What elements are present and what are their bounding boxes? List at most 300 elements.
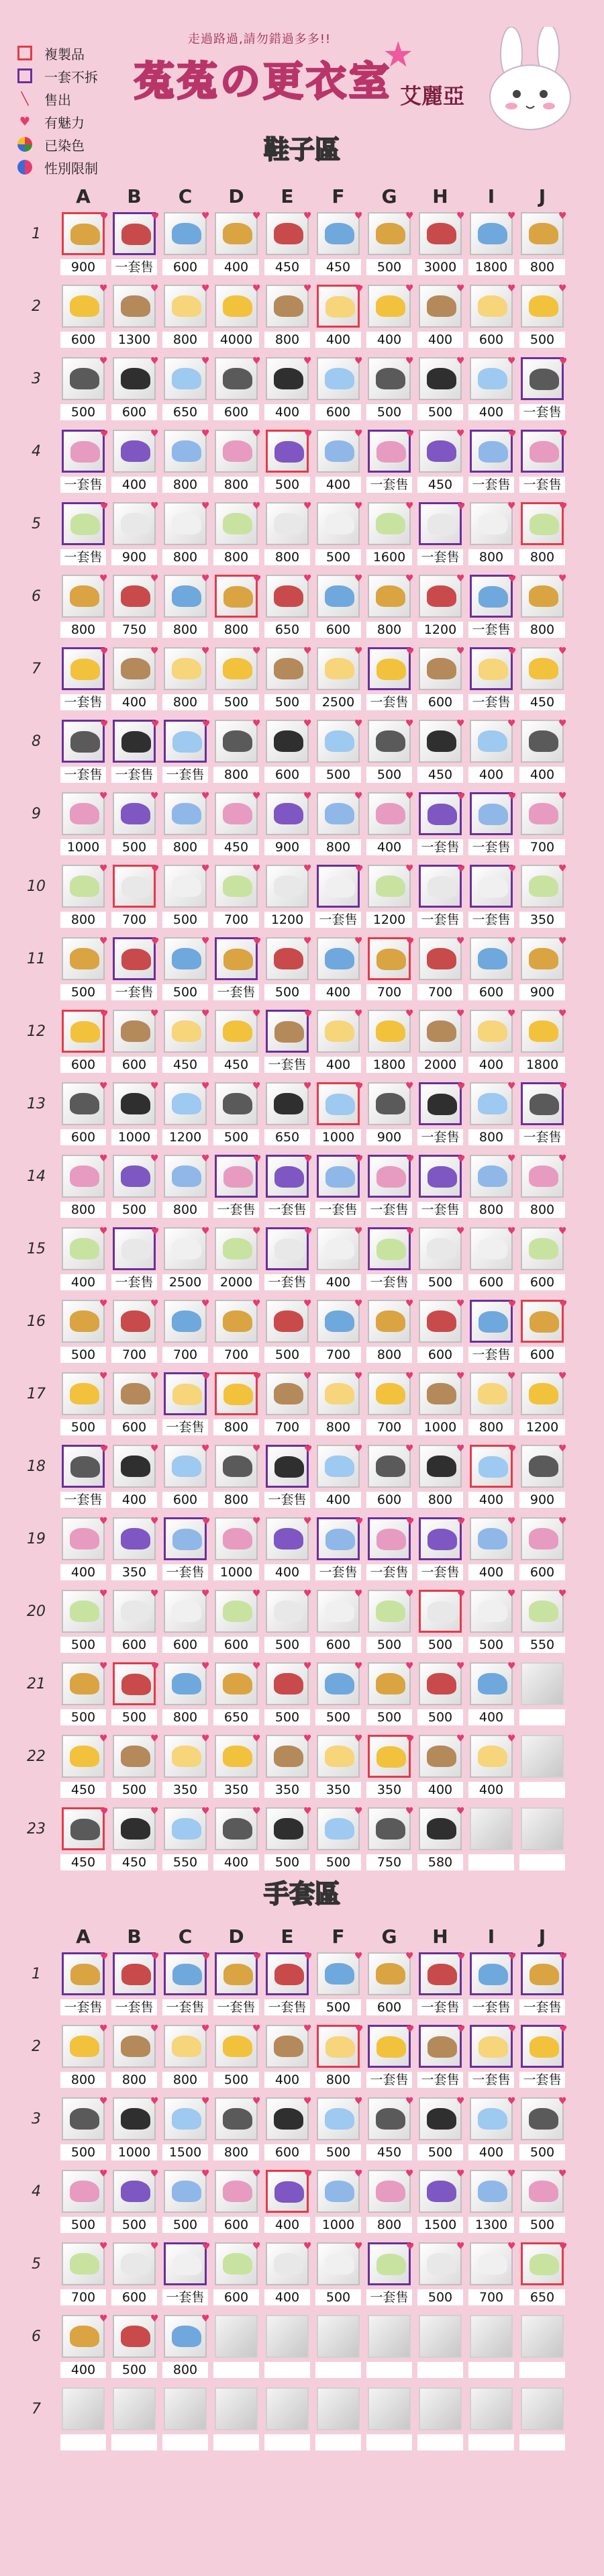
shoes-item-cell[interactable] [111, 1227, 158, 1293]
gloves-item-cell[interactable] [162, 2097, 209, 2163]
shoes-item-cell[interactable] [315, 1735, 362, 1801]
shoes-item-cell[interactable] [264, 1227, 311, 1293]
shoes-item-cell[interactable] [519, 1735, 566, 1801]
shoes-item-cell[interactable] [111, 1010, 158, 1076]
shoes-item-cell[interactable] [264, 1445, 311, 1511]
gloves-item-cell[interactable] [417, 2025, 464, 2091]
gloves-item-cell[interactable] [60, 2242, 107, 2308]
shoes-item-cell[interactable] [213, 357, 260, 423]
shoes-item-cell[interactable] [366, 1010, 413, 1076]
shoes-item-cell[interactable] [162, 1010, 209, 1076]
shoes-item-cell[interactable] [213, 285, 260, 350]
shoes-item-cell[interactable] [162, 430, 209, 495]
shoes-item-cell[interactable] [111, 720, 158, 785]
shoes-item-cell[interactable] [264, 1300, 311, 1366]
gloves-item-cell[interactable] [468, 2242, 515, 2308]
gloves-item-cell[interactable] [315, 2315, 362, 2381]
shoes-item-cell[interactable] [519, 720, 566, 785]
shoes-item-cell[interactable] [366, 1662, 413, 1728]
gloves-item-cell[interactable] [60, 2097, 107, 2163]
shoes-item-cell[interactable] [315, 1227, 362, 1293]
shoes-item-cell[interactable] [213, 430, 260, 495]
gloves-item-cell[interactable] [417, 2097, 464, 2163]
shoes-item-cell[interactable] [417, 430, 464, 495]
shoes-item-cell[interactable] [162, 1300, 209, 1366]
shoes-item-cell[interactable] [162, 1082, 209, 1148]
shoes-item-cell[interactable] [315, 792, 362, 858]
shoes-item-cell[interactable] [264, 1735, 311, 1801]
shoes-item-cell[interactable] [213, 720, 260, 785]
gloves-item-cell[interactable] [111, 1952, 158, 2018]
shoes-item-cell[interactable] [417, 1155, 464, 1221]
shoes-item-cell[interactable] [213, 502, 260, 568]
shoes-item-cell[interactable] [60, 647, 107, 713]
gloves-item-cell[interactable] [417, 2315, 464, 2381]
shoes-item-cell[interactable] [519, 1155, 566, 1221]
shoes-item-cell[interactable] [519, 865, 566, 931]
shoes-item-cell[interactable] [111, 1517, 158, 1583]
shoes-item-cell[interactable] [366, 1735, 413, 1801]
shoes-item-cell[interactable] [519, 1372, 566, 1438]
gloves-item-cell[interactable] [60, 2387, 107, 2453]
gloves-item-cell[interactable] [162, 1952, 209, 2018]
shoes-item-cell[interactable] [60, 575, 107, 640]
shoes-item-cell[interactable] [519, 937, 566, 1003]
shoes-item-cell[interactable] [366, 792, 413, 858]
shoes-item-cell[interactable] [315, 1082, 362, 1148]
shoes-item-cell[interactable] [162, 647, 209, 713]
shoes-item-cell[interactable] [366, 212, 413, 278]
shoes-item-cell[interactable] [417, 212, 464, 278]
shoes-item-cell[interactable] [519, 1227, 566, 1293]
gloves-item-cell[interactable] [264, 2025, 311, 2091]
shoes-item-cell[interactable] [111, 937, 158, 1003]
shoes-item-cell[interactable] [213, 1662, 260, 1728]
gloves-item-cell[interactable] [111, 2025, 158, 2091]
gloves-item-cell[interactable] [468, 2097, 515, 2163]
shoes-item-cell[interactable] [60, 792, 107, 858]
shoes-item-cell[interactable] [366, 1445, 413, 1511]
gloves-item-cell[interactable] [213, 2387, 260, 2453]
gloves-item-cell[interactable] [60, 2170, 107, 2236]
shoes-item-cell[interactable] [315, 1517, 362, 1583]
shoes-item-cell[interactable] [417, 1735, 464, 1801]
shoes-item-cell[interactable] [468, 1010, 515, 1076]
shoes-item-cell[interactable] [264, 1662, 311, 1728]
shoes-item-cell[interactable] [111, 357, 158, 423]
shoes-item-cell[interactable] [468, 865, 515, 931]
shoes-item-cell[interactable] [60, 937, 107, 1003]
shoes-item-cell[interactable] [519, 502, 566, 568]
gloves-item-cell[interactable] [417, 2170, 464, 2236]
shoes-item-cell[interactable] [111, 212, 158, 278]
shoes-item-cell[interactable] [60, 430, 107, 495]
shoes-item-cell[interactable] [468, 430, 515, 495]
gloves-item-cell[interactable] [60, 1952, 107, 2018]
shoes-item-cell[interactable] [519, 1010, 566, 1076]
shoes-item-cell[interactable] [417, 1082, 464, 1148]
shoes-item-cell[interactable] [417, 1445, 464, 1511]
shoes-item-cell[interactable] [366, 1372, 413, 1438]
shoes-item-cell[interactable] [468, 1300, 515, 1366]
shoes-item-cell[interactable] [60, 1372, 107, 1438]
shoes-item-cell[interactable] [468, 285, 515, 350]
shoes-item-cell[interactable] [315, 937, 362, 1003]
gloves-item-cell[interactable] [417, 1952, 464, 2018]
shoes-item-cell[interactable] [417, 1010, 464, 1076]
shoes-item-cell[interactable] [468, 1662, 515, 1728]
shoes-item-cell[interactable] [315, 575, 362, 640]
shoes-item-cell[interactable] [519, 647, 566, 713]
shoes-item-cell[interactable] [519, 575, 566, 640]
shoes-item-cell[interactable] [366, 502, 413, 568]
shoes-item-cell[interactable] [366, 575, 413, 640]
shoes-item-cell[interactable] [60, 1807, 107, 1873]
shoes-item-cell[interactable] [315, 720, 362, 785]
shoes-item-cell[interactable] [162, 1517, 209, 1583]
gloves-item-cell[interactable] [417, 2387, 464, 2453]
gloves-item-cell[interactable] [264, 2242, 311, 2308]
shoes-item-cell[interactable] [417, 937, 464, 1003]
gloves-item-cell[interactable] [519, 1952, 566, 2018]
shoes-item-cell[interactable] [519, 212, 566, 278]
shoes-item-cell[interactable] [213, 865, 260, 931]
shoes-item-cell[interactable] [60, 1517, 107, 1583]
gloves-item-cell[interactable] [468, 1952, 515, 2018]
gloves-item-cell[interactable] [519, 2025, 566, 2091]
shoes-item-cell[interactable] [213, 575, 260, 640]
shoes-item-cell[interactable] [60, 720, 107, 785]
shoes-item-cell[interactable] [315, 647, 362, 713]
shoes-item-cell[interactable] [162, 285, 209, 350]
gloves-item-cell[interactable] [264, 2387, 311, 2453]
shoes-item-cell[interactable] [213, 1372, 260, 1438]
shoes-item-cell[interactable] [213, 1807, 260, 1873]
gloves-item-cell[interactable] [468, 2387, 515, 2453]
shoes-item-cell[interactable] [366, 1300, 413, 1366]
gloves-item-cell[interactable] [315, 2242, 362, 2308]
gloves-item-cell[interactable] [264, 2097, 311, 2163]
shoes-item-cell[interactable] [366, 1082, 413, 1148]
gloves-item-cell[interactable] [315, 1952, 362, 2018]
shoes-item-cell[interactable] [417, 720, 464, 785]
shoes-item-cell[interactable] [366, 357, 413, 423]
shoes-item-cell[interactable] [111, 1735, 158, 1801]
shoes-item-cell[interactable] [111, 575, 158, 640]
shoes-item-cell[interactable] [60, 502, 107, 568]
shoes-item-cell[interactable] [213, 937, 260, 1003]
shoes-item-cell[interactable] [417, 1590, 464, 1656]
shoes-item-cell[interactable] [519, 792, 566, 858]
shoes-item-cell[interactable] [264, 865, 311, 931]
shoes-item-cell[interactable] [366, 1155, 413, 1221]
shoes-item-cell[interactable] [60, 1735, 107, 1801]
shoes-item-cell[interactable] [162, 1445, 209, 1511]
shoes-item-cell[interactable] [366, 865, 413, 931]
shoes-item-cell[interactable] [162, 575, 209, 640]
shoes-item-cell[interactable] [264, 647, 311, 713]
gloves-item-cell[interactable] [111, 2097, 158, 2163]
shoes-item-cell[interactable] [111, 1082, 158, 1148]
shoes-item-cell[interactable] [417, 285, 464, 350]
gloves-item-cell[interactable] [315, 2387, 362, 2453]
gloves-item-cell[interactable] [60, 2315, 107, 2381]
gloves-item-cell[interactable] [111, 2242, 158, 2308]
shoes-item-cell[interactable] [417, 1807, 464, 1873]
shoes-item-cell[interactable] [60, 357, 107, 423]
gloves-item-cell[interactable] [366, 2387, 413, 2453]
shoes-item-cell[interactable] [315, 1662, 362, 1728]
shoes-item-cell[interactable] [315, 1445, 362, 1511]
gloves-item-cell[interactable] [519, 2170, 566, 2236]
shoes-item-cell[interactable] [264, 1010, 311, 1076]
shoes-item-cell[interactable] [162, 1155, 209, 1221]
shoes-item-cell[interactable] [468, 212, 515, 278]
shoes-item-cell[interactable] [213, 1300, 260, 1366]
gloves-item-cell[interactable] [366, 2170, 413, 2236]
shoes-item-cell[interactable] [468, 1082, 515, 1148]
shoes-item-cell[interactable] [162, 1590, 209, 1656]
shoes-item-cell[interactable] [60, 1155, 107, 1221]
shoes-item-cell[interactable] [264, 937, 311, 1003]
shoes-item-cell[interactable] [60, 1010, 107, 1076]
shoes-item-cell[interactable] [417, 1517, 464, 1583]
shoes-item-cell[interactable] [213, 1155, 260, 1221]
shoes-item-cell[interactable] [468, 1590, 515, 1656]
gloves-item-cell[interactable] [519, 2097, 566, 2163]
shoes-item-cell[interactable] [213, 1082, 260, 1148]
shoes-item-cell[interactable] [519, 1662, 566, 1728]
gloves-item-cell[interactable] [315, 2025, 362, 2091]
shoes-item-cell[interactable] [417, 647, 464, 713]
shoes-item-cell[interactable] [519, 430, 566, 495]
gloves-item-cell[interactable] [366, 2242, 413, 2308]
shoes-item-cell[interactable] [60, 1300, 107, 1366]
gloves-item-cell[interactable] [264, 1952, 311, 2018]
gloves-item-cell[interactable] [315, 2097, 362, 2163]
shoes-item-cell[interactable] [111, 1155, 158, 1221]
shoes-item-cell[interactable] [213, 1735, 260, 1801]
shoes-item-cell[interactable] [162, 502, 209, 568]
shoes-item-cell[interactable] [213, 1590, 260, 1656]
shoes-item-cell[interactable] [315, 1807, 362, 1873]
shoes-item-cell[interactable] [264, 1807, 311, 1873]
shoes-item-cell[interactable] [264, 502, 311, 568]
shoes-item-cell[interactable] [519, 1445, 566, 1511]
shoes-item-cell[interactable] [519, 1807, 566, 1873]
gloves-item-cell[interactable] [417, 2242, 464, 2308]
shoes-item-cell[interactable] [366, 720, 413, 785]
shoes-item-cell[interactable] [417, 1227, 464, 1293]
shoes-item-cell[interactable] [111, 647, 158, 713]
shoes-item-cell[interactable] [468, 1807, 515, 1873]
shoes-item-cell[interactable] [60, 212, 107, 278]
shoes-item-cell[interactable] [111, 1372, 158, 1438]
gloves-item-cell[interactable] [468, 2025, 515, 2091]
shoes-item-cell[interactable] [468, 502, 515, 568]
shoes-item-cell[interactable] [366, 1517, 413, 1583]
shoes-item-cell[interactable] [264, 357, 311, 423]
shoes-item-cell[interactable] [264, 1082, 311, 1148]
gloves-item-cell[interactable] [366, 1952, 413, 2018]
shoes-item-cell[interactable] [213, 1517, 260, 1583]
shoes-item-cell[interactable] [264, 792, 311, 858]
shoes-item-cell[interactable] [468, 1155, 515, 1221]
shoes-item-cell[interactable] [468, 1735, 515, 1801]
shoes-item-cell[interactable] [315, 212, 362, 278]
shoes-item-cell[interactable] [315, 1590, 362, 1656]
shoes-item-cell[interactable] [60, 1082, 107, 1148]
shoes-item-cell[interactable] [111, 502, 158, 568]
gloves-item-cell[interactable] [315, 2170, 362, 2236]
gloves-item-cell[interactable] [162, 2025, 209, 2091]
gloves-item-cell[interactable] [264, 2170, 311, 2236]
shoes-item-cell[interactable] [417, 1372, 464, 1438]
shoes-item-cell[interactable] [519, 285, 566, 350]
shoes-item-cell[interactable] [315, 357, 362, 423]
shoes-item-cell[interactable] [468, 792, 515, 858]
shoes-item-cell[interactable] [468, 357, 515, 423]
shoes-item-cell[interactable] [417, 865, 464, 931]
shoes-item-cell[interactable] [111, 1590, 158, 1656]
shoes-item-cell[interactable] [264, 575, 311, 640]
shoes-item-cell[interactable] [468, 1517, 515, 1583]
shoes-item-cell[interactable] [264, 1372, 311, 1438]
shoes-item-cell[interactable] [315, 502, 362, 568]
gloves-item-cell[interactable] [519, 2315, 566, 2381]
shoes-item-cell[interactable] [111, 1662, 158, 1728]
shoes-item-cell[interactable] [468, 575, 515, 640]
shoes-item-cell[interactable] [213, 1010, 260, 1076]
gloves-item-cell[interactable] [213, 2097, 260, 2163]
shoes-item-cell[interactable] [213, 792, 260, 858]
shoes-item-cell[interactable] [162, 720, 209, 785]
shoes-item-cell[interactable] [213, 1445, 260, 1511]
gloves-item-cell[interactable] [213, 2315, 260, 2381]
shoes-item-cell[interactable] [468, 1445, 515, 1511]
shoes-item-cell[interactable] [111, 1445, 158, 1511]
shoes-item-cell[interactable] [366, 647, 413, 713]
gloves-item-cell[interactable] [162, 2170, 209, 2236]
gloves-item-cell[interactable] [264, 2315, 311, 2381]
shoes-item-cell[interactable] [315, 1300, 362, 1366]
shoes-item-cell[interactable] [60, 1227, 107, 1293]
shoes-item-cell[interactable] [162, 1662, 209, 1728]
shoes-item-cell[interactable] [60, 1662, 107, 1728]
shoes-item-cell[interactable] [519, 1517, 566, 1583]
shoes-item-cell[interactable] [519, 1300, 566, 1366]
shoes-item-cell[interactable] [315, 865, 362, 931]
shoes-item-cell[interactable] [315, 1372, 362, 1438]
shoes-item-cell[interactable] [162, 212, 209, 278]
shoes-item-cell[interactable] [366, 285, 413, 350]
shoes-item-cell[interactable] [468, 937, 515, 1003]
shoes-item-cell[interactable] [162, 1735, 209, 1801]
shoes-item-cell[interactable] [264, 285, 311, 350]
gloves-item-cell[interactable] [366, 2025, 413, 2091]
shoes-item-cell[interactable] [162, 865, 209, 931]
shoes-item-cell[interactable] [111, 285, 158, 350]
shoes-item-cell[interactable] [264, 1517, 311, 1583]
shoes-item-cell[interactable] [162, 1807, 209, 1873]
shoes-item-cell[interactable] [213, 212, 260, 278]
gloves-item-cell[interactable] [519, 2387, 566, 2453]
shoes-item-cell[interactable] [264, 212, 311, 278]
shoes-item-cell[interactable] [60, 285, 107, 350]
shoes-item-cell[interactable] [60, 865, 107, 931]
shoes-item-cell[interactable] [162, 1227, 209, 1293]
shoes-item-cell[interactable] [366, 1807, 413, 1873]
gloves-item-cell[interactable] [111, 2315, 158, 2381]
shoes-item-cell[interactable] [162, 792, 209, 858]
gloves-item-cell[interactable] [468, 2315, 515, 2381]
gloves-item-cell[interactable] [519, 2242, 566, 2308]
gloves-item-cell[interactable] [111, 2170, 158, 2236]
gloves-item-cell[interactable] [213, 1952, 260, 2018]
shoes-item-cell[interactable] [315, 430, 362, 495]
shoes-item-cell[interactable] [162, 937, 209, 1003]
gloves-item-cell[interactable] [111, 2387, 158, 2453]
shoes-item-cell[interactable] [468, 647, 515, 713]
shoes-item-cell[interactable] [264, 430, 311, 495]
shoes-item-cell[interactable] [468, 1372, 515, 1438]
shoes-item-cell[interactable] [417, 357, 464, 423]
shoes-item-cell[interactable] [366, 937, 413, 1003]
shoes-item-cell[interactable] [111, 792, 158, 858]
shoes-item-cell[interactable] [417, 1300, 464, 1366]
gloves-item-cell[interactable] [162, 2387, 209, 2453]
shoes-item-cell[interactable] [111, 865, 158, 931]
shoes-item-cell[interactable] [417, 1662, 464, 1728]
gloves-item-cell[interactable] [213, 2025, 260, 2091]
shoes-item-cell[interactable] [366, 430, 413, 495]
shoes-item-cell[interactable] [417, 502, 464, 568]
shoes-item-cell[interactable] [60, 1445, 107, 1511]
shoes-item-cell[interactable] [213, 647, 260, 713]
gloves-item-cell[interactable] [366, 2315, 413, 2381]
shoes-item-cell[interactable] [315, 1010, 362, 1076]
gloves-item-cell[interactable] [366, 2097, 413, 2163]
shoes-item-cell[interactable] [60, 1590, 107, 1656]
gloves-item-cell[interactable] [213, 2242, 260, 2308]
shoes-item-cell[interactable] [162, 1372, 209, 1438]
gloves-item-cell[interactable] [213, 2170, 260, 2236]
shoes-item-cell[interactable] [111, 430, 158, 495]
shoes-item-cell[interactable] [315, 285, 362, 350]
shoes-item-cell[interactable] [264, 720, 311, 785]
shoes-item-cell[interactable] [213, 1227, 260, 1293]
shoes-item-cell[interactable] [162, 357, 209, 423]
gloves-item-cell[interactable] [468, 2170, 515, 2236]
shoes-item-cell[interactable] [111, 1807, 158, 1873]
shoes-item-cell[interactable] [519, 357, 566, 423]
shoes-item-cell[interactable] [417, 575, 464, 640]
shoes-item-cell[interactable] [519, 1590, 566, 1656]
shoes-item-cell[interactable] [468, 720, 515, 785]
shoes-item-cell[interactable] [366, 1590, 413, 1656]
gloves-item-cell[interactable] [162, 2315, 209, 2381]
shoes-item-cell[interactable] [366, 1227, 413, 1293]
shoes-item-cell[interactable] [264, 1590, 311, 1656]
shoes-item-cell[interactable] [417, 792, 464, 858]
shoes-item-cell[interactable] [111, 1300, 158, 1366]
gloves-item-cell[interactable] [162, 2242, 209, 2308]
shoes-item-cell[interactable] [519, 1082, 566, 1148]
gloves-item-cell[interactable] [60, 2025, 107, 2091]
shoes-item-cell[interactable] [468, 1227, 515, 1293]
shoes-item-cell[interactable] [315, 1155, 362, 1221]
shoes-item-cell[interactable] [264, 1155, 311, 1221]
